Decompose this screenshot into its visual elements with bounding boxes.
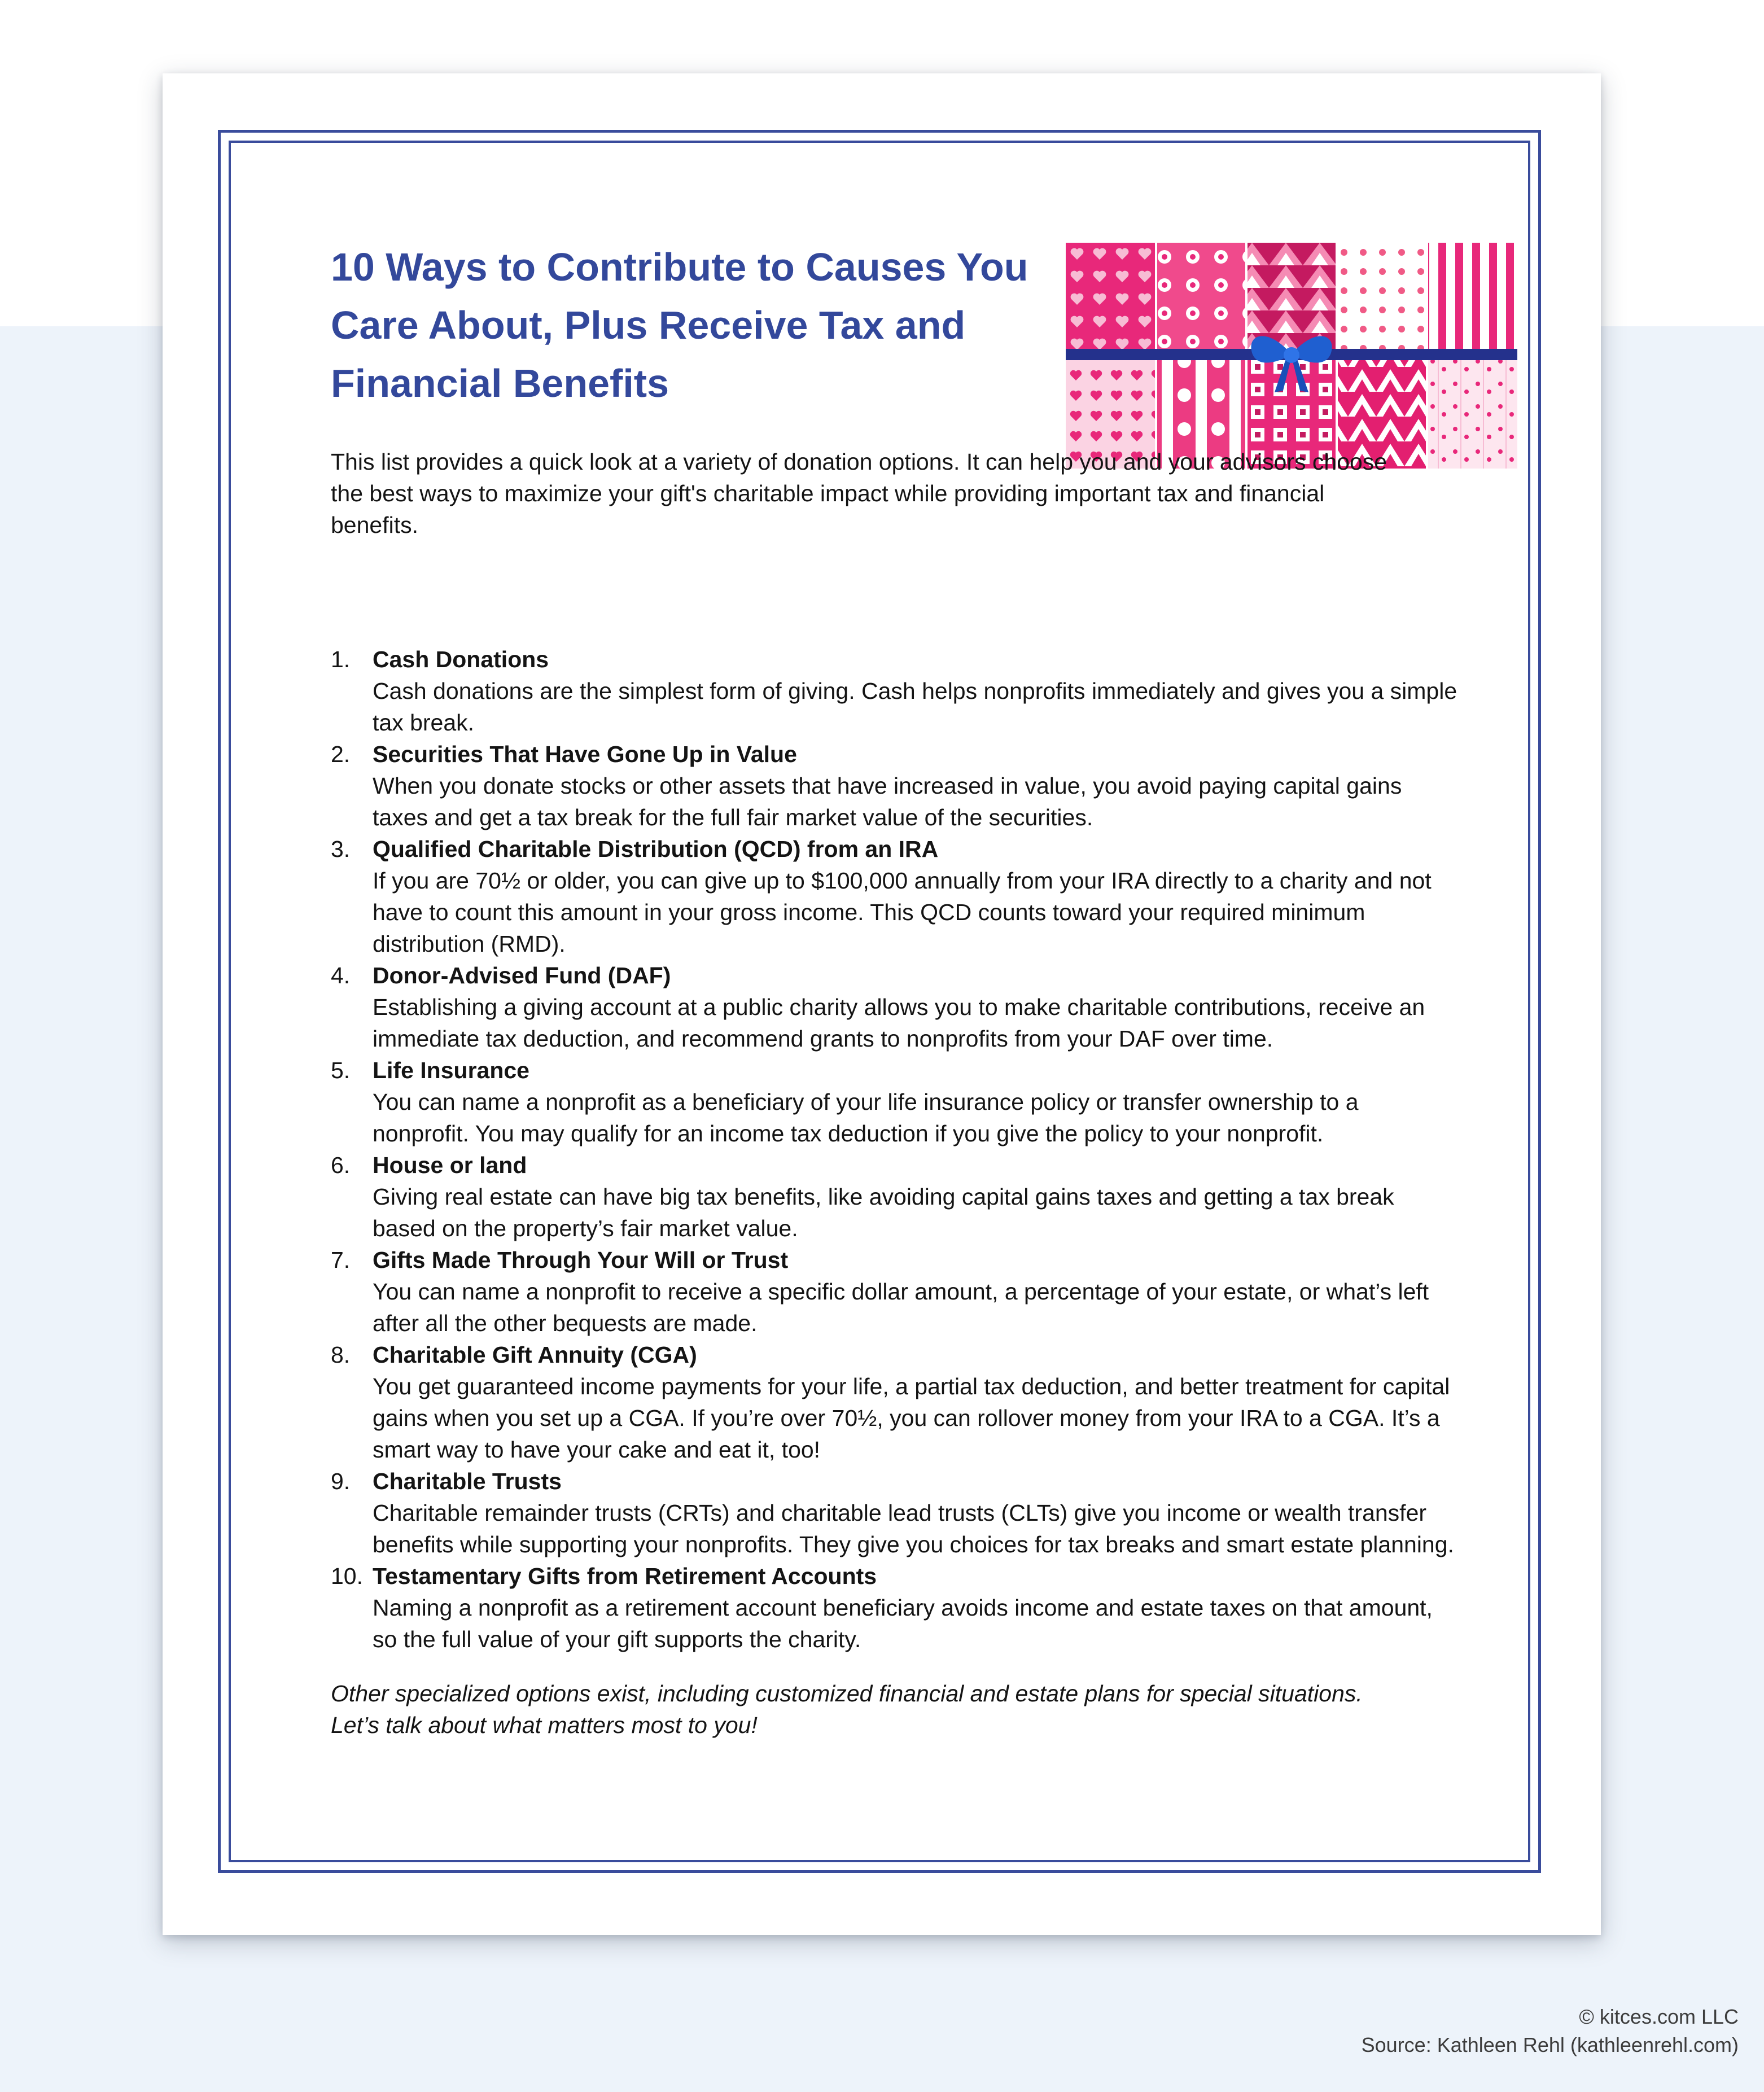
list-item-description: Charitable remainder trusts (CRTs) and charitable lead trusts (CLTs) give you income or wealth transfer benefits while supporting your nonprofits. They give you choices for tax breaks and smart estate planning. xyxy=(373,1500,1454,1557)
list-item xyxy=(331,1054,1460,1149)
list-item xyxy=(331,644,1460,738)
list-item xyxy=(331,960,1460,1054)
list-item-description: Naming a nonprofit as a retirement account beneficiary avoids income and estate taxes on that amount, so the full value of your gift supports the charity. xyxy=(373,1595,1433,1652)
list-item-description: Cash donations are the simplest form of giving. Cash helps nonprofits immediately and gives you a simple tax break. xyxy=(373,678,1457,736)
list-item xyxy=(331,1465,1460,1560)
list-item-description: If you are 70½ or older, you can give up to $100,000 annually from your IRA directly to a charity and not have to count this amount in your gross income. This QCD counts toward your required minimum distribution (RMD). xyxy=(373,868,1432,957)
list-item-title: House or land xyxy=(373,1152,527,1178)
ways-list xyxy=(331,644,1460,1655)
list-item-number: 1. xyxy=(331,646,351,672)
list-item-number: 7. xyxy=(331,1247,351,1273)
list-item-description: You get guaranteed income payments for your life, a partial tax deduction, and better treatment for capital gains when you set up a CGA. If you’re over 70½, you can rollover money from your IRA to a CGA. It’s a smart way to have your cake and eat it, too! xyxy=(373,1373,1450,1463)
source-text: Source: Kathleen Rehl (kathleenrehl.com) xyxy=(1361,2033,1739,2056)
list-item-description: When you donate stocks or other assets that have increased in value, you avoid paying capital gains taxes and get a tax break for the full fair market value of the securities. xyxy=(373,773,1402,830)
list-item-title: Life Insurance xyxy=(373,1057,529,1083)
list-item-number: 5. xyxy=(331,1057,351,1083)
list-item xyxy=(331,1560,1460,1655)
list-item-number: 10. xyxy=(331,1563,363,1589)
list-item-title: Cash Donations xyxy=(373,646,549,672)
intro-paragraph: This list provides a quick look at a variety of donation options. It can help you and your advisors choose the best ways to maximize your gift's charitable impact while providing important tax and financial benefits. xyxy=(331,449,1387,538)
closing-note: Other specialized options exist, including customized financial and estate plans for special situations. Let’s talk about what matters most to you! xyxy=(331,1680,1363,1738)
list-item-title: Donor-Advised Fund (DAF) xyxy=(373,962,671,988)
page-title: 10 Ways to Contribute to Causes You Care About, Plus Receive Tax and Financial Benefits xyxy=(331,245,1028,405)
list-item-title: Gifts Made Through Your Will or Trust xyxy=(373,1247,789,1273)
list-item-number: 4. xyxy=(331,962,351,988)
list-item-description: You can name a nonprofit as a beneficiary of your life insurance policy or transfer ownership to a nonprofit. You may qualify for an income tax deduction if you give the policy to your nonprofit. xyxy=(373,1089,1359,1146)
list-item-title: Charitable Gift Annuity (CGA) xyxy=(373,1342,697,1368)
list-item-number: 6. xyxy=(331,1152,351,1178)
list-item-description: You can name a nonprofit to receive a specific dollar amount, a percentage of your estate, or what’s left after all the other bequests are made. xyxy=(373,1279,1429,1336)
list-item-title: Testamentary Gifts from Retirement Accounts xyxy=(373,1563,877,1589)
copyright-text: © kitces.com LLC xyxy=(1579,2005,1739,2028)
source-credit xyxy=(1362,2003,1739,2059)
list-item xyxy=(331,1149,1460,1244)
list-item xyxy=(331,833,1460,960)
list-item xyxy=(331,738,1460,833)
list-item-title: Qualified Charitable Distribution (QCD) from an IRA xyxy=(373,836,939,862)
list-item xyxy=(331,1244,1460,1339)
list-item-number: 3. xyxy=(331,836,351,862)
list-item-description: Establishing a giving account at a public charity allows you to make charitable contributions, receive an immediate tax deduction, and recommend grants to nonprofits from your DAF over time. xyxy=(373,994,1425,1052)
list-item-title: Securities That Have Gone Up in Value xyxy=(373,741,797,767)
list-item-title: Charitable Trusts xyxy=(373,1468,562,1494)
list-item-description: Giving real estate can have big tax benefits, like avoiding capital gains taxes and getting a tax break based on the property’s fair market value. xyxy=(373,1184,1394,1241)
list-item-number: 2. xyxy=(331,741,351,767)
gift-wrapped-present-icon xyxy=(1066,243,1517,469)
list-item-number: 8. xyxy=(331,1342,351,1368)
list-item xyxy=(331,1339,1460,1465)
list-item-number: 9. xyxy=(331,1468,351,1494)
document-page xyxy=(163,73,1601,1935)
